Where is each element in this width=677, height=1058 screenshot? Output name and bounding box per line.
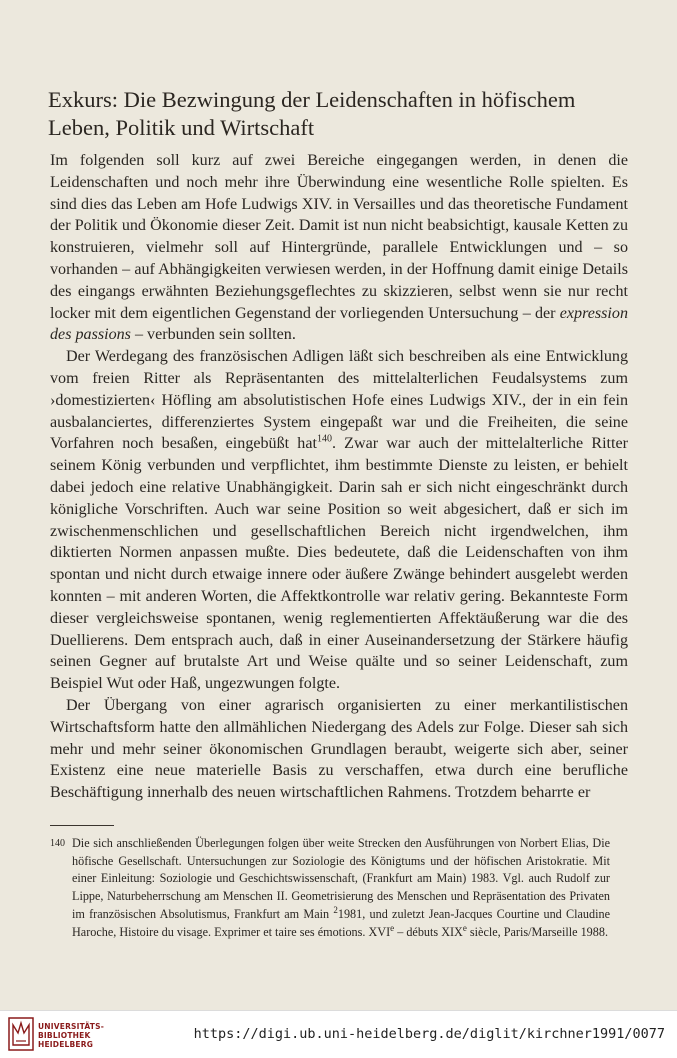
viewer-footer <box>0 1010 677 1058</box>
body-text <box>50 150 628 804</box>
chapter-heading: Exkurs: Die Bezwingung der Leidenschaften in höfischem Leben, Politik und Wirtschaft <box>48 87 576 140</box>
emphasis-expression-des-passions: expression des passions <box>50 304 628 344</box>
footnote-reference[interactable]: 140 <box>316 434 332 445</box>
paragraph-1: Im folgenden soll kurz auf zwei Bereiche eingegangen werden, in denen die Leidenschaften und noch mehr ihre Überwindung eine wesentliche Rolle spielten. Es sind dies das Leben am Hofe Ludwigs XIV. in Versailles und das theoretische Fundament der Politik und Ökonomie dieser Zeit. Damit ist nun nicht beabsichtigt, kausale Ketten zu konstruieren, vielmehr soll auf Hintergründe, parallele Entwicklungen und – so vorhanden – auf Abhängigkeiten verwiesen werden, in der Hoffnung damit einige Details des eingangs erwähnten Beziehungsgeflechtes zu skizzieren, selbst wenn sie nur recht locker mit dem eigentlichen Gegenstand der vorliegenden Untersuchung – der expression des passions – verbunden sein sollten. <box>50 152 628 344</box>
paragraph-3: Der Übergang von einer agrarisch organisierten zu einer merkantilistischen Wirtschaftsform hatte den allmählichen Niedergang des Adels zur Folge. Dieser sah sich mehr und mehr seiner ökonomischen Grundlagen beraubt, weigerte sich aber, seiner Existenz eine neue materielle Basis zu verschaffen, etwa durch eine berufliche Beschäftigung innerhalb des neuen wirtschaftlichen Rahmens. Trotzdem beharrte er <box>50 696 628 802</box>
library-name: UNIVERSITÄTS- BIBLIOTHEK HEIDELBERG <box>38 1022 105 1049</box>
source-url-link[interactable]: https://digi.ub.uni-heidelberg.de/diglit/kirchner1991/0077 <box>193 1026 665 1042</box>
footnote-140: 140 Die sich anschließenden Überlegungen folgen über weite Strecken den Ausführungen von Norbert Elias, Die höfische Gesellschaft. Untersuchungen zur Soziologie des Königtums und der höfischen Aristokratie. Mit einer Einleitung: Soziologie und Geschichtswissenschaft, (Frankfurt am Main) 1983. Vgl. auch Rudolf zur Lippe, Naturbeherrschung am Menschen II. Geometrisierung des Menschen und Repräsentation des Privaten im französischen Absolutismus, Frankfurt am Main $^2$1981, und zuletzt Jean-Jacques Courtine und Claudine Haroche, Histoire du visage. Exprimer et taire ses émotions. XVIe – débuts XIXe siècle, Paris/Marseille 1988. <box>50 836 611 939</box>
paragraph-2: Der Werdegang des französischen Adligen läßt sich beschreiben als eine Entwicklung vom freien Ritter als Repräsentanten des mittelalterlichen Feudalsystems zum ›domestizierten‹ Höfling am absolutistischen Hofe eines Ludwigs XIV., der in ein fein ausbalanciertes, differenziertes System eingepaßt war und die Freiheiten, die seine Vorfahren noch besaßen, eingebüßt hat$^{140}$. Zwar war auch der mittelalterliche Ritter seinem König verbunden und verpflichtet, ihm bestimmte Dienste zu leisten, er behielt dabei jedoch eine relative Unabhängigkeit. Darin sah er sich nicht eingeschränkt durch königliche Vorschriften. Auch war seine Position so weit abgesichert, daß er sich im zwischenmenschlichen und gesellschaftlichen Bereich nicht irgendwelchen, ihm diktierten Normen anpassen mußte. Dies bedeutete, daß die Leidenschaften von ihm spontan und nicht durch etwaige innere oder äußere Zwänge behindert ausgelebt werden konnten – mit anderen Worten, die Affektkontrolle war relativ gering. Bekannteste Form dieser vergleichsweise spontanen, wenig reglementierten Affektäußerung war die des Duellierens. Dem entsprach auch, daß in einer Auseinandersetzung der Stärkere häufig seinen Gegner auf brutalste Art und Weise quälte und so seiner Leidenschaft, zum Beispiel Wut oder Haß, ungezwungen folgte. <box>50 348 628 693</box>
footnote-divider <box>50 825 114 826</box>
footnote-number: 140 <box>50 838 65 849</box>
heidelberg-library-logo-icon[interactable] <box>8 1017 34 1051</box>
